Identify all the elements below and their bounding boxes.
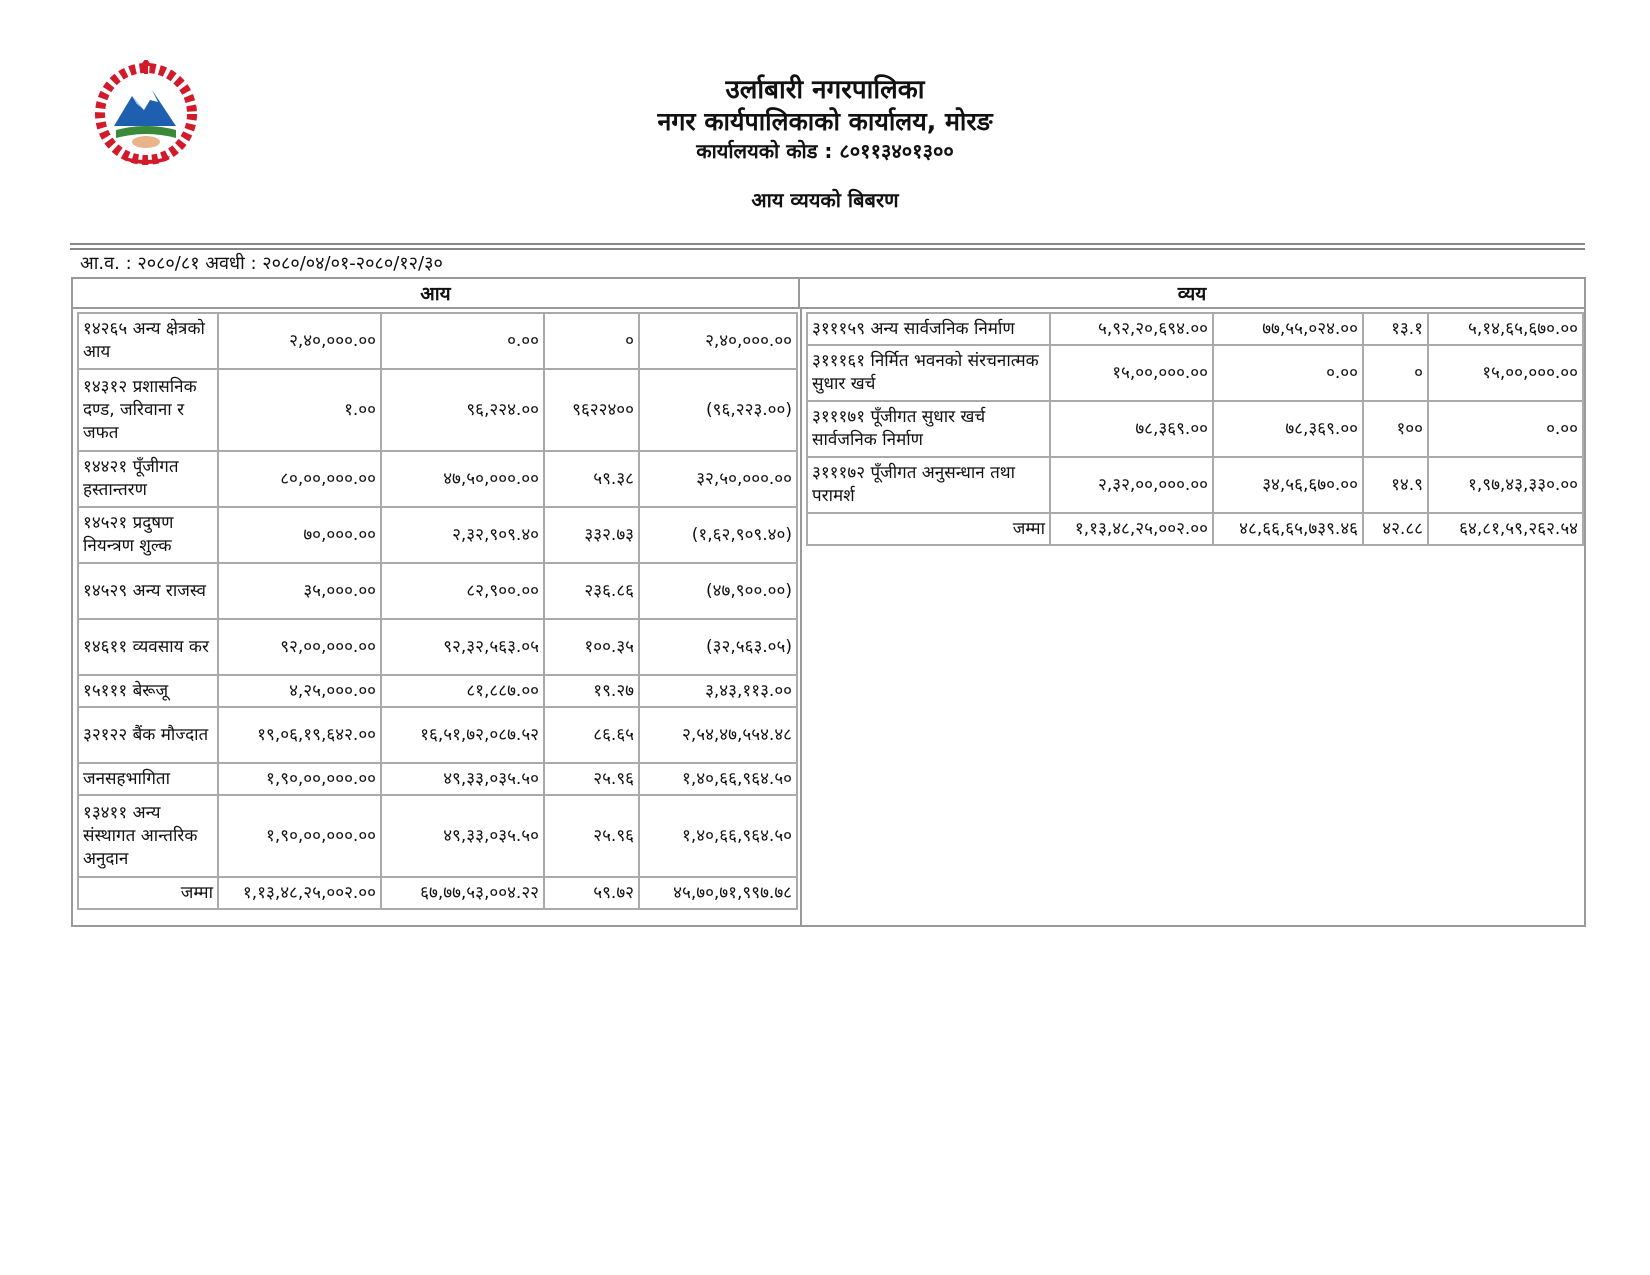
- income-row: [78, 507, 797, 563]
- income-cell-remaining: ३२,५०,०००.००: [639, 451, 797, 507]
- income-cell-label: १४५२१ प्रदुषण नियन्त्रण शुल्क: [78, 507, 218, 563]
- income-row: [78, 795, 797, 877]
- income-cell-percent: ०: [544, 313, 639, 369]
- income-cell-actual: १६,५१,७२,०८७.५२: [381, 707, 544, 763]
- income-cell-actual: ९२,३२,५६३.०५: [381, 619, 544, 675]
- income-cell-budget: ८०,००,०००.००: [218, 451, 381, 507]
- income-cell-percent: ३३२.७३: [544, 507, 639, 563]
- income-cell-percent: ५९.३८: [544, 451, 639, 507]
- income-cell-budget: १९,०६,१९,६४२.००: [218, 707, 381, 763]
- income-cell-actual: ९६,२२४.००: [381, 369, 544, 451]
- income-cell-percent: २३६.८६: [544, 563, 639, 619]
- expense-cell-label: ३१११७२ पूँजीगत अनुसन्धान तथा परामर्श: [807, 457, 1050, 513]
- fiscal-period: आ.व. : २०८०/८१ अवधी : २०८०/०४/०१-२०८०/१२/३०: [80, 253, 443, 274]
- expense-row: [807, 401, 1583, 457]
- header-divider-second: [70, 248, 1585, 250]
- income-total-actual: ६७,७७,५३,००४.२२: [381, 877, 544, 909]
- municipality-name: उर्लाबारी नगरपालिका: [725, 75, 925, 105]
- expense-heading: व्यय: [800, 279, 1584, 309]
- income-cell-budget: ४,२५,०००.००: [218, 675, 381, 707]
- expense-cell-remaining: १५,००,०००.००: [1428, 345, 1583, 401]
- expense-cell-remaining: ०.००: [1428, 401, 1583, 457]
- income-row: [78, 451, 797, 507]
- income-total-budget: १,१३,४८,२५,००२.००: [218, 877, 381, 909]
- income-table: [77, 312, 798, 910]
- expense-row: [807, 345, 1583, 401]
- expense-cell-budget: २,३२,००,०००.००: [1050, 457, 1213, 513]
- expense-cell-percent: १३.१: [1363, 313, 1428, 345]
- income-row: [78, 313, 797, 369]
- expense-cell-label: ३१११५९ अन्य सार्वजनिक निर्माण: [807, 313, 1050, 345]
- expense-total-row: [807, 513, 1583, 545]
- expense-cell-budget: १५,००,०००.००: [1050, 345, 1213, 401]
- income-cell-remaining: २,४०,०००.००: [639, 313, 797, 369]
- income-cell-actual: ४९,३३,०३५.५०: [381, 763, 544, 795]
- expense-cell-remaining: १,९७,४३,३३०.००: [1428, 457, 1583, 513]
- expense-cell-label: ३१११७१ पूँजीगत सुधार खर्च सार्वजनिक निर्माण: [807, 401, 1050, 457]
- income-cell-percent: ९६२२४००: [544, 369, 639, 451]
- income-cell-remaining: २,५४,४७,५५४.४८: [639, 707, 797, 763]
- income-cell-percent: १००.३५: [544, 619, 639, 675]
- income-cell-budget: ३५,०००.००: [218, 563, 381, 619]
- expense-row: [807, 457, 1583, 513]
- expense-cell-actual: ७८,३६९.००: [1213, 401, 1363, 457]
- income-total-row: [78, 877, 797, 909]
- income-cell-budget: २,४०,०००.००: [218, 313, 381, 369]
- income-cell-budget: १,९०,००,०००.००: [218, 795, 381, 877]
- expense-cell-actual: ७७,५५,०२४.००: [1213, 313, 1363, 345]
- income-cell-label: १४५२९ अन्य राजस्व: [78, 563, 218, 619]
- column-divider: [800, 309, 802, 925]
- statement-container: [71, 277, 1586, 927]
- income-cell-label: १४४२१ पूँजीगत हस्तान्तरण: [78, 451, 218, 507]
- income-cell-actual: ८२,९००.००: [381, 563, 544, 619]
- expense-total-percent: ४२.८८: [1363, 513, 1428, 545]
- income-cell-budget: १,९०,००,०००.००: [218, 763, 381, 795]
- income-cell-remaining: १,४०,६६,९६४.५०: [639, 795, 797, 877]
- expense-total-budget: १,१३,४८,२५,००२.००: [1050, 513, 1213, 545]
- expense-total-remaining: ६४,८१,५९,२६२.५४: [1428, 513, 1583, 545]
- income-cell-percent: २५.९६: [544, 763, 639, 795]
- income-cell-label: १४२६५ अन्य क्षेत्रको आय: [78, 313, 218, 369]
- expense-total-label: जम्मा: [807, 513, 1050, 545]
- income-row: [78, 675, 797, 707]
- income-row: [78, 369, 797, 451]
- expense-cell-actual: ३४,५६,६७०.००: [1213, 457, 1363, 513]
- income-cell-actual: ४७,५०,०००.००: [381, 451, 544, 507]
- expense-table: [806, 312, 1584, 546]
- income-cell-remaining: (१,६२,९०९.४०): [639, 507, 797, 563]
- income-total-percent: ५९.७२: [544, 877, 639, 909]
- income-cell-label: १५१११ बेरूजू: [78, 675, 218, 707]
- income-row: [78, 619, 797, 675]
- income-cell-actual: ४९,३३,०३५.५०: [381, 795, 544, 877]
- income-total-label: जम्मा: [78, 877, 218, 909]
- expense-cell-percent: १००: [1363, 401, 1428, 457]
- income-row: [78, 707, 797, 763]
- income-cell-actual: ०.००: [381, 313, 544, 369]
- income-heading: आय: [73, 279, 800, 309]
- income-row: [78, 563, 797, 619]
- expense-cell-percent: १४.९: [1363, 457, 1428, 513]
- expense-cell-budget: ७८,३६९.००: [1050, 401, 1213, 457]
- income-cell-percent: १९.२७: [544, 675, 639, 707]
- income-row: [78, 763, 797, 795]
- income-cell-budget: १.००: [218, 369, 381, 451]
- income-cell-label: १४६११ व्यवसाय कर: [78, 619, 218, 675]
- income-cell-percent: २५.९६: [544, 795, 639, 877]
- report-title: आय व्ययको बिबरण: [751, 188, 899, 212]
- expense-cell-label: ३१११६१ निर्मित भवनको संरचनात्मक सुधार खर्च: [807, 345, 1050, 401]
- income-cell-budget: ९२,००,०००.००: [218, 619, 381, 675]
- expense-row: [807, 313, 1583, 345]
- expense-cell-percent: ०: [1363, 345, 1428, 401]
- income-cell-remaining: ३,४३,११३.००: [639, 675, 797, 707]
- income-cell-remaining: (४७,९००.००): [639, 563, 797, 619]
- income-cell-label: १४३१२ प्रशासनिक दण्ड, जरिवाना र जफत: [78, 369, 218, 451]
- income-total-remaining: ४५,७०,७१,९९७.७८: [639, 877, 797, 909]
- office-name: नगर कार्यपालिकाको कार्यालय, मोरङ: [657, 107, 993, 136]
- income-cell-actual: २,३२,९०९.४०: [381, 507, 544, 563]
- income-cell-percent: ८६.६५: [544, 707, 639, 763]
- income-cell-actual: ८१,८८७.००: [381, 675, 544, 707]
- office-code: कार्यालयको कोड : ८०११३४०१३००: [696, 139, 954, 163]
- income-cell-remaining: (९६,२२३.००): [639, 369, 797, 451]
- income-cell-budget: ७०,०००.००: [218, 507, 381, 563]
- income-cell-remaining: १,४०,६६,९६४.५०: [639, 763, 797, 795]
- income-cell-label: १३४११ अन्य संस्थागत आन्तरिक अनुदान: [78, 795, 218, 877]
- expense-cell-actual: ०.००: [1213, 345, 1363, 401]
- income-cell-label: ३२१२२ बैंक मौज्दात: [78, 707, 218, 763]
- header-divider: [70, 243, 1585, 245]
- income-cell-remaining: (३२,५६३.०५): [639, 619, 797, 675]
- income-cell-label: जनसहभागिता: [78, 763, 218, 795]
- expense-cell-remaining: ५,१४,६५,६७०.००: [1428, 313, 1583, 345]
- expense-cell-budget: ५,९२,२०,६९४.००: [1050, 313, 1213, 345]
- expense-total-actual: ४८,६६,६५,७३९.४६: [1213, 513, 1363, 545]
